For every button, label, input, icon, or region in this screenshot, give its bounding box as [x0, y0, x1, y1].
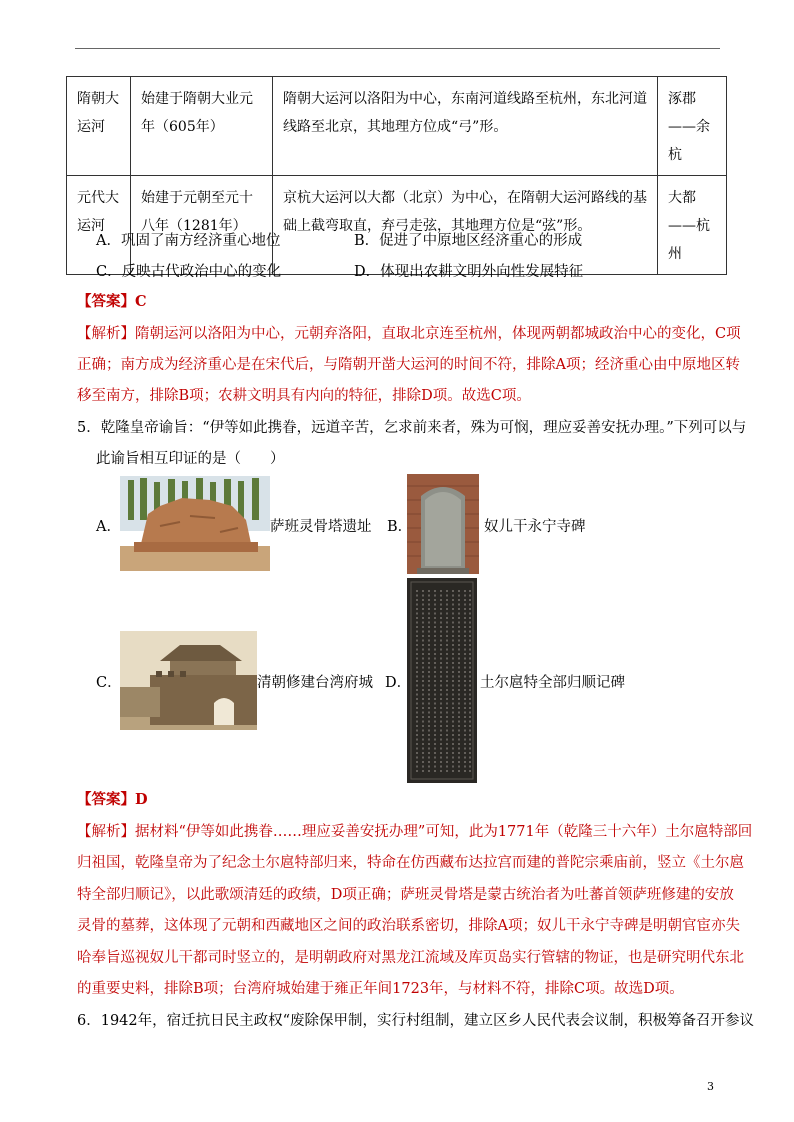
q5-analysis-line: 灵骨的墓葬，这体现了元朝和西藏地区之间的政治联系密切，排除A项；奴儿干永宁寺碑是明朝官宦亦失 — [77, 918, 740, 934]
q4-option-b: B．促进了中原地区经济重心的形成 — [354, 233, 583, 249]
torghut-rubbing-photo — [407, 578, 477, 783]
table-cell: 隋朝大运河以洛阳为中心，东南河道线路至杭州，东北河道线路至北京，其地理方位成“弓”形。 — [273, 77, 658, 176]
q5-option-b-caption: 奴儿干永宁寺碑 — [484, 519, 586, 535]
q5-option-a-letter: A． — [96, 519, 121, 535]
table-cell: 涿郡——余杭 — [658, 77, 727, 176]
q6-stem: 6．1942年，宿迁抗日民主政权“废除保甲制，实行村组制，建立区乡人民代表会议制，积极筹备召开参议 — [77, 1013, 755, 1029]
q5-analysis-line: 特全部归顺记》，以此歌颂清廷的政绩，D项正确；萨班灵骨塔是蒙古统治者为吐蕃首领萨班修建的安放 — [77, 887, 734, 903]
q5-analysis-line: 的重要史料，排除B项；台湾府城始建于雍正年间1723年，与材料不符，排除C项。故选D项。 — [77, 981, 684, 997]
q5-option-c-caption: 清朝修建台湾府城 — [257, 675, 373, 691]
q5-option-c-letter: C． — [96, 675, 122, 691]
q5-option-a-caption: 萨班灵骨塔遗址 — [270, 519, 372, 535]
q5-answer: 【答案】D — [77, 791, 148, 808]
table-row — [67, 77, 727, 176]
q5-analysis-line: 归祖国，乾隆皇帝为了纪念土尔扈特部归来，特命在仿西藏布达拉宫而建的普陀宗乘庙前，竖立《土尔扈 — [77, 855, 744, 871]
q4-analysis-line: 正确；南方成为经济重心是在宋代后，与隋朝开凿大运河的时间不符，排除A项；经济重心由中原地区转 — [77, 357, 740, 373]
taiwan-city-gate-photo — [120, 631, 257, 730]
q5-analysis-line: 哈奉旨巡视奴儿干都司时竖立的，是明朝政府对黑龙江流域及库页岛实行管辖的物证，也是研究明代东北 — [77, 950, 744, 966]
q4-option-d: D．体现出农耕文明外向性发展特征 — [354, 264, 584, 280]
table-row — [67, 176, 727, 275]
table-cell: 始建于元朝至元十八年（1281年） — [131, 176, 273, 275]
stupa-ruins-photo — [120, 476, 270, 571]
table-cell: 大都——杭州 — [658, 176, 727, 275]
yongning-stele-photo — [407, 474, 479, 574]
q5-option-d-letter: D． — [385, 675, 412, 691]
q4-option-a: A．巩固了南方经济重心地位 — [96, 233, 281, 249]
q5-option-b-letter: B． — [387, 519, 413, 535]
table-cell: 京杭大运河以大都（北京）为中心，在隋朝大运河路线的基础上截弯取直，弃弓走弦，其地理方位是“弦”形。 — [273, 176, 658, 275]
table-cell: 始建于隋朝大业元年（605年） — [131, 77, 273, 176]
q4-analysis-line: 移至南方，排除B项；农耕文明具有内向的特征，排除D项。故选C项。 — [77, 388, 531, 404]
q5-stem: 此谕旨相互印证的是（ ） — [96, 451, 285, 467]
table-cell: 隋朝大运河 — [67, 77, 131, 176]
q4-analysis-line: 【解析】隋朝运河以洛阳为中心，元朝弃洛阳，直取北京连至杭州，体现两朝都城政治中心的变化，C项 — [77, 326, 741, 342]
q4-option-c: C．反映古代政治中心的变化 — [96, 264, 282, 280]
q5-analysis-line: 【解析】据材料“伊等如此携眷……理应妥善安抚办理”可知，此为1771年（乾隆三十六年）土尔扈特部回 — [77, 824, 753, 840]
header-rule — [75, 48, 720, 49]
page-number: 3 — [707, 1080, 714, 1093]
q5-stem: 5．乾隆皇帝谕旨：“伊等如此携眷，远道辛苦，乞求前来者，殊为可悯，理应妥善安抚办理。”下列可以与 — [77, 420, 747, 436]
q5-option-d-caption: 土尔扈特全部归顺记碑 — [480, 675, 625, 691]
table-cell: 元代大运河 — [67, 176, 131, 275]
q4-answer: 【答案】C — [77, 293, 147, 310]
